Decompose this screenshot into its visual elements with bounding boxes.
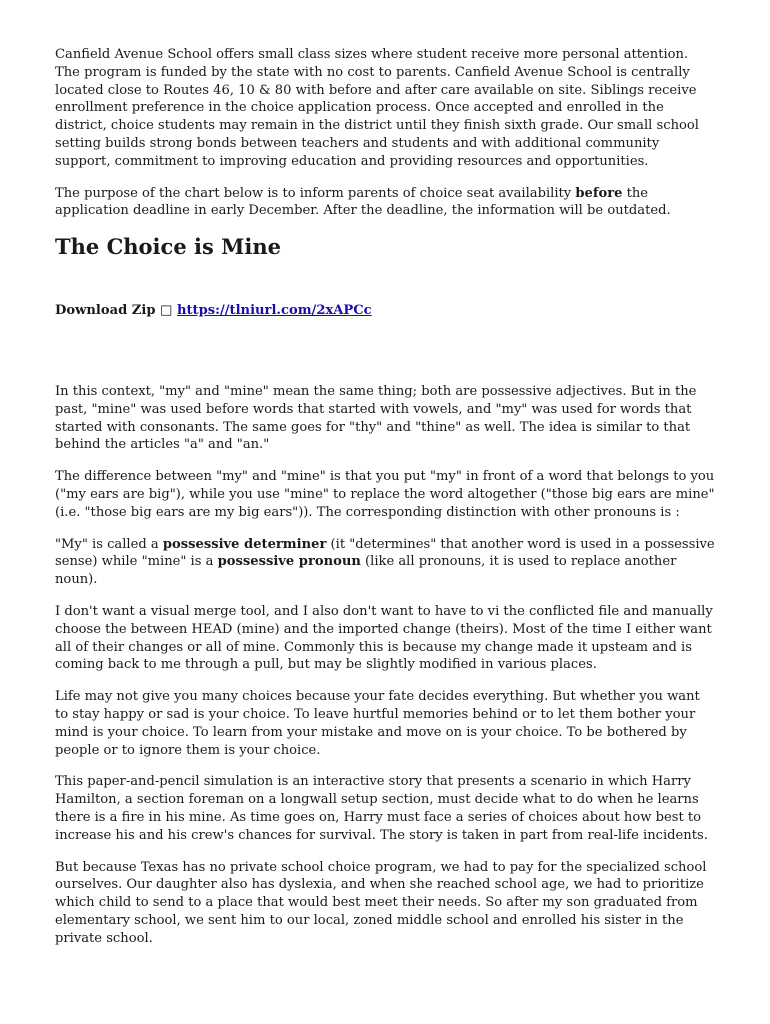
body-paragraph-difference: The difference between "my" and "mine" is that you put "my" in front of a word that belongs to you ("my ears are big"), while you use "mine" to replace the word altogether ("those big ears are mine" (i.e. "those big ears are my big ears")). The corresponding distinction with other pronouns is : [55,469,715,520]
download-link[interactable]: https://tlniurl.com/2xAPCc [176,303,372,319]
body-paragraph-life-choices: Life may not give you many choices because your fate decides everything. But whether you want to stay happy or sad is your choice. To leave hurtful memories behind or to let them bother your mind is your choice. To learn from your mistake and move on is your choice. To be bothered by people or to ignore them is your choice. [55,689,700,758]
determiner-text-3: (like all pronouns, it is used to replace another noun). [55,554,677,588]
page-title: The Choice is Mine [55,234,281,260]
body-paragraph-simulation: This paper-and-pencil simulation is an interactive story that presents a scenario in which Harry Hamilton, a section foreman on a longwall setup section, must decide what to do when he learns there is a fire in his mine. As time goes on, Harry must face a series of choices about how best to increase his and his crew's chances for survival. The story is taken in part from real-life incidents. [55,774,708,843]
determiner-text-2: (it "determines" that another word is used in a possessive sense) while "mine" is a [55,536,715,570]
possessive-determiner-term: possessive determiner [162,536,327,552]
download-label: Download Zip [55,303,156,319]
download-line [55,302,717,320]
purpose-bold-before: before [575,185,623,201]
purpose-text-end: the application deadline in early December. After the deadline, the information will be outdated. [55,185,671,219]
download-box-icon: □ [160,303,173,319]
body-paragraph-determiner [55,536,717,589]
intro-paragraph-school: Canfield Avenue School offers small class sizes where student receive more personal attention. The program is funded by the state with no cost to parents. Canfield Avenue School is centrally located close to Routes 46, 10 & 80 with before and after care available on site. Siblings receive enrollment preference in the choice application process. Once accepted and enrolled in the district, choice students may remain in the district until they finish sixth grade. Our small school setting builds strong bonds between teachers and students and with additional community support, commitment to improving education and providing resources and opportunities. [55,47,699,169]
possessive-pronoun-term: possessive pronoun [217,554,361,570]
purpose-text-start: The purpose of the chart below is to inform parents of choice seat availability [55,185,576,201]
body-paragraph-my-mine: In this context, "my" and "mine" mean the same thing; both are possessive adjectives. But in the past, "mine" was used before words that started with vowels, and "my" was used for words that started with consonants. The same goes for "thy" and "thine" as well. The idea is similar to that behind the articles "a" and "an." [55,383,697,453]
document-page [55,46,717,961]
intro-paragraph-purpose [55,185,717,221]
body-paragraph-texas: But because Texas has no private school choice program, we had to pay for the specialized school ourselves. Our daughter also has dyslexia, and when she reached school age, we had to prioritize which child to send to a place that would best meet their needs. So after my son graduated from elementary school, we sent him to our local, zoned middle school and enrolled his sister in the private school. [55,859,707,946]
body-paragraph-merge-tool: I don't want a visual merge tool, and I also don't want to have to vi the conflicted file and manually choose the between HEAD (mine) and the imported change (theirs). Most of the time I either want all of their changes or all of mine. Commonly this is because my change made it upsteam and is coming back to me through a pull, but may be slightly modified in various places. [55,603,713,673]
determiner-text-1: "My" is called a [55,536,163,552]
